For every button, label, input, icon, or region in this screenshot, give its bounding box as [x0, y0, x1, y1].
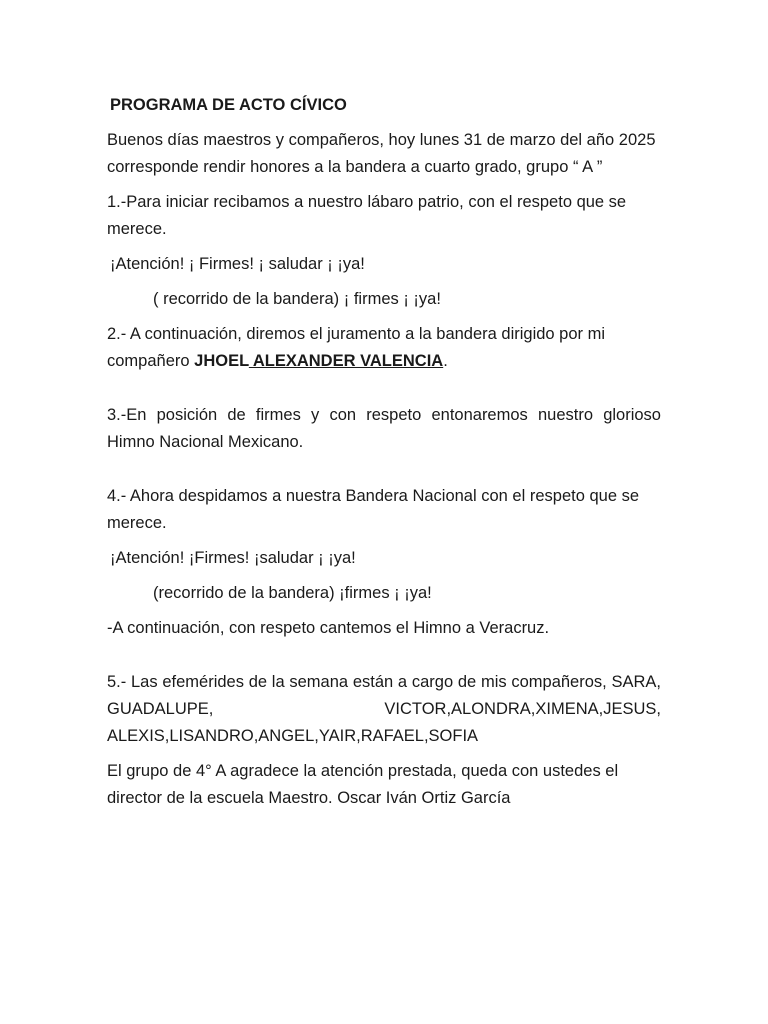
command-2-sub: (recorrido de la bandera) ¡firmes ¡ ¡ya! — [153, 584, 432, 602]
step-3-paragraph: 3.-En posición de firmes y con respeto entonaremos nuestro glorioso Himno Nacional Mexicano. — [107, 406, 661, 451]
command-1: ¡Atención! ¡ Firmes! ¡ saludar ¡ ¡ya! — [110, 255, 365, 273]
document-title: PROGRAMA DE ACTO CÍVICO — [110, 96, 347, 114]
command-2: ¡Atención! ¡Firmes! ¡saludar ¡ ¡ya! — [110, 549, 356, 567]
himno-veracruz-paragraph: -A continuación, con respeto cantemos el Himno a Veracruz. — [107, 619, 550, 637]
intro-paragraph: Buenos días maestros y compañeros, hoy lunes 31 de marzo del año 2025 corresponde rendir honores a la bandera a cuarto grado, grupo “ A ” — [107, 131, 656, 176]
student-last-names: ALEXANDER VALENCIA — [248, 352, 444, 370]
step-5-paragraph: 5.- Las efemérides de la semana están a cargo de mis compañeros, SARA, GUADALUPE, VICTOR,ALONDRA,XIMENA,JESUS, ALEXIS,LISANDRO,ANGEL,YAIR,RAFAEL,SOFIA — [107, 673, 707, 745]
step-2-prefix: 2.- A continuación, diremos el juramento a la bandera dirigido por mi compañero — [107, 325, 606, 370]
step-2-paragraph — [107, 321, 661, 375]
closing-paragraph: El grupo de 4° A agradece la atención prestada, queda con ustedes el director de la escuela Maestro. Oscar Iván Ortiz García — [107, 762, 619, 807]
student-first-name: JHOEL — [194, 352, 249, 370]
command-1-sub: ( recorrido de la bandera) ¡ firmes ¡ ¡ya! — [153, 290, 441, 308]
step-4-paragraph: 4.- Ahora despidamos a nuestra Bandera Nacional con el respeto que se merece. — [107, 487, 640, 532]
step-1-paragraph: 1.-Para iniciar recibamos a nuestro lábaro patrio, con el respeto que se merece. — [107, 193, 627, 238]
step-2-suffix: . — [443, 352, 448, 370]
